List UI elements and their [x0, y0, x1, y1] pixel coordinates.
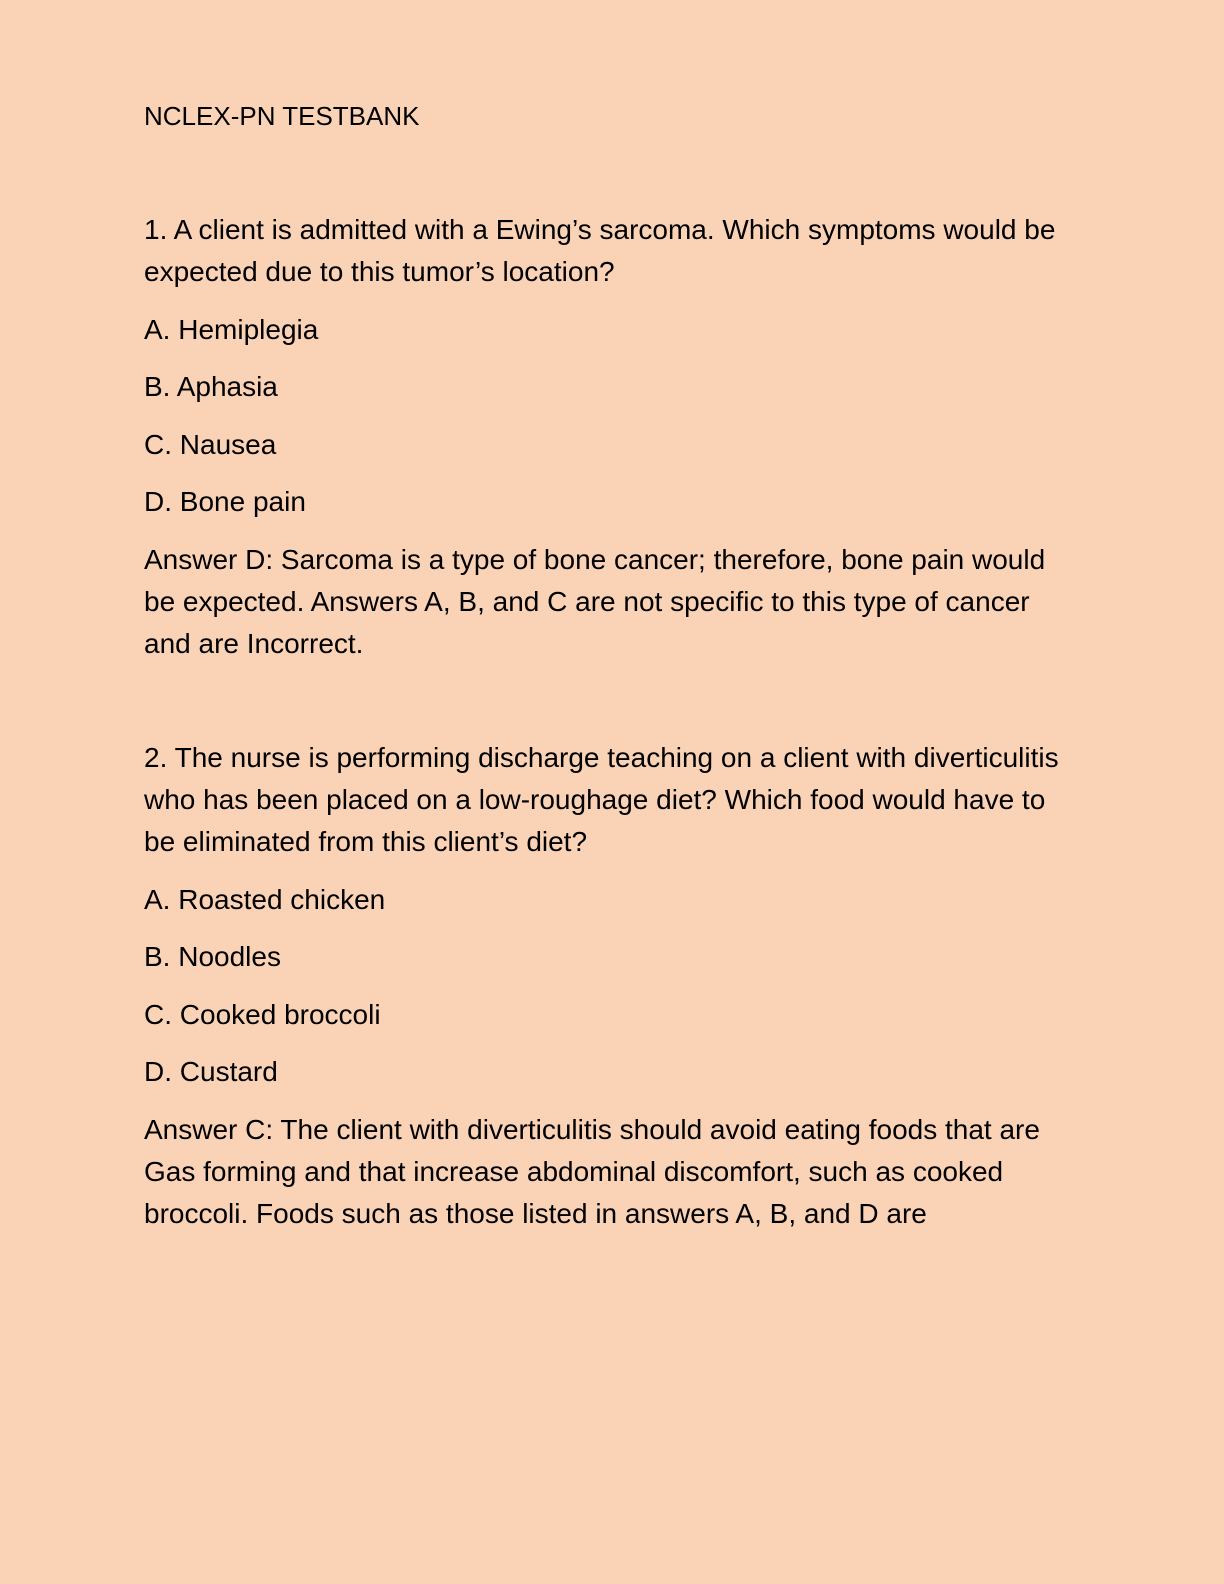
option-c: C. Nausea [144, 428, 277, 460]
option-c: C. Cooked broccoli [144, 998, 381, 1030]
document-title: NCLEX-PN TESTBANK [144, 101, 420, 131]
question-stem: 1. A client is admitted with a Ewing’s sarcoma. Which symptoms would be expected due to this tumor’s location? [144, 214, 1056, 287]
option-a: A. Roasted chicken [144, 883, 386, 915]
option-a: A. Hemiplegia [144, 313, 319, 345]
answer-options [144, 879, 1079, 1094]
answer-explanation: Answer C: The client with diverticulitis should avoid eating foods that are Gas forming and that increase abdominal discomfort, such as cooked broccoli. Foods such as those listed in answers A, B, and D are [144, 1113, 1040, 1229]
option-d: D. Bone pain [144, 486, 306, 517]
answer-options [144, 309, 1079, 524]
question-2 [144, 737, 1079, 1235]
question-stem: 2. The nurse is performing discharge teaching on a client with diverticulitis who has been placed on a low-roughage diet? Which food would have to be eliminated from this client’s diet? [144, 742, 1059, 857]
answer-explanation: Answer D: Sarcoma is a type of bone cancer; therefore, bone pain would be expected. Answers A, B, and C are not specific to this type of cancer and are Incorrect. [144, 543, 1046, 659]
question-1 [144, 209, 1079, 665]
option-d: D. Custard [144, 1056, 278, 1087]
option-b: B. Noodles [144, 941, 281, 972]
option-b: B. Aphasia [144, 371, 278, 402]
